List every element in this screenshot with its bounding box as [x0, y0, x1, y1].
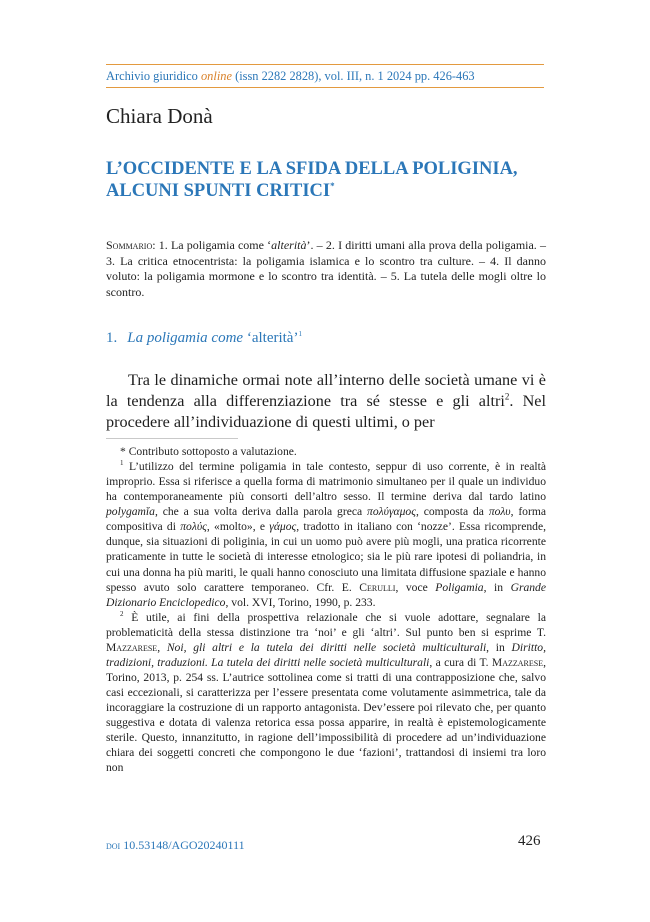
footnote-greek: πολύς [180, 520, 207, 534]
section-title-rest: ‘alterità’ [243, 330, 299, 346]
body-text: . Nel procedere all’individuazione di questi ultimi, o per [106, 392, 546, 432]
footnote-text: , tradotto in italiano con ‘nozze’. Essa ricomprende, dunque, sia situazioni di poliginia, in cui un uomo può avere più mogli, una pratica ricorrente praticamente in tutte le società di interesse etnologico; sia le più rare ipotesi di poliandria, in cui una donna ha più mariti, le quali hanno conosciuto una limitata diffusione spaziale e hanno spesso avuto solo carattere temporaneo. Cfr. E. [106, 520, 546, 594]
footnote-text: , in [486, 640, 512, 654]
footnote-number: 1 [120, 459, 124, 468]
footnote-italic: Poligamia [435, 580, 484, 594]
doi-label: doi [106, 840, 121, 852]
footnote-text: , «molto», e [206, 520, 270, 534]
footnote-text: , che a sua volta deriva dalla parola greca [154, 505, 368, 519]
section-footnote-ref[interactable]: 1 [298, 330, 302, 338]
footnote-text: , a cura di T. [429, 655, 492, 669]
body-text: Tra le dinamiche ormai note all’interno delle società umane vi è la tendenza alla differenziazione tra sé stesse e gli altri [106, 371, 546, 411]
footnote-italic: Diritto, tradizioni, traduzioni. La tutela dei diritti nelle società multiculturali [106, 640, 546, 669]
footnote-text: , composta da [415, 505, 489, 519]
article-title [106, 159, 546, 203]
journal-name: Archivio giuridico [106, 69, 201, 83]
body-paragraph [106, 370, 546, 434]
footnote-author: Cerulli [359, 580, 396, 594]
footnote-2 [106, 610, 546, 776]
footnote-text: È utile, ai fini della prospettiva relazionale che si vuole adottare, segnalare la problematicità della stessa distinzione tra ‘noi’ e gli ‘altri’. Sul punto ben si esprime T. [106, 610, 546, 639]
footnote-greek: γάμος [269, 520, 297, 534]
footnote-star [106, 444, 546, 459]
footnote-italic: Grande Dizionario Enciclopedico [106, 580, 546, 609]
summary-label: Sommario [106, 238, 153, 252]
footnote-italic: Noi, gli altri e la tutela dei diritti nelle società multiculturali [166, 640, 487, 654]
footnote-text: , in [483, 580, 511, 594]
summary-text: ’. – 2. I diritti umani alla prova della poligamia. – 3. La critica etnocentrista: la poligamia islamica e lo scontro tra culture. – 4. Il danno voluto: la poligamia mormone e lo scontro tra identità. – 5. La tutela delle mogli oltre lo scontro. [106, 238, 546, 299]
footnote-author: Mazzarese [491, 655, 544, 669]
footnote-text: , Torino, 2013, p. 254 ss. L’autrice sottolinea come si tratti di una contrapposizione che, salvo casi eccezionali, si caratterizza per l’essere presentata come volutamente asimmetrica, tale da incoraggiare la costruzione di un rapporto antagonista. Dev’essere poi rilevato che, per quanto suggestiva e dotata di valenza retorica essa possa apparire, in realtà è epistemologicamente sterile. Questo, innanzitutto, in ragione dell’impossibilità di procedere ad un’individuazione chiara dei soggetti concreti che compongono le due ‘fazioni’, trattandosi di insiemi tra loro non [106, 655, 546, 775]
footnote-author: Mazzarese [106, 640, 158, 654]
doi-value[interactable]: 10.53148/AGO20240111 [120, 838, 245, 852]
footnote-italic: polygamĭa [106, 505, 155, 519]
footnote-greek: πολύγαμος [367, 505, 416, 519]
section-heading [106, 330, 302, 347]
journal-details: (issn 2282 2828), vol. III, n. 1 2024 pp. 426-463 [231, 69, 475, 83]
title-footnote-mark[interactable]: * [330, 180, 335, 191]
footnote-number: 2 [120, 609, 124, 618]
body-footnote-ref[interactable]: 2 [504, 391, 510, 402]
footnotes [106, 444, 546, 775]
footnote-greek: πολυ [488, 505, 511, 519]
footnote-text: * Contributo sottoposto a valutazione. [120, 445, 297, 458]
footnote-text: , forma compositiva di [106, 505, 547, 534]
footnote-text: L’utilizzo del termine poligamia in tale contesto, seppur di uso corrente, è in realtà improprio. Essa si riferisce a quella forma di matrimonio simultaneo per il quale un individuo ha contemporaneamente più consorti dell’altro sesso. Il termine deriva dal tardo latino [106, 460, 546, 504]
footnote-1 [106, 459, 546, 610]
summary-text: : 1. La poligamia come ‘ [152, 238, 272, 252]
footer-doi[interactable] [106, 838, 245, 853]
footnote-text: , vol. XVI, Torino, 1990, p. 233. [225, 595, 376, 609]
author-name: Chiara Donà [106, 104, 213, 128]
summary [106, 238, 546, 300]
page-number: 426 [518, 833, 541, 849]
footnote-text: , [157, 640, 167, 654]
journal-header [106, 64, 544, 88]
footnote-separator [106, 438, 238, 439]
section-number: 1. [106, 330, 118, 346]
summary-emphasis: alterità [271, 238, 307, 252]
article-title-text: L’OCCIDENTE E LA SFIDA DELLA POLIGINIA, ALCUNI SPUNTI CRITICI [106, 159, 518, 201]
journal-online-label: online [200, 69, 232, 83]
footnote-text: , voce [395, 580, 436, 594]
section-title-italic: La poligamia come [127, 330, 244, 346]
